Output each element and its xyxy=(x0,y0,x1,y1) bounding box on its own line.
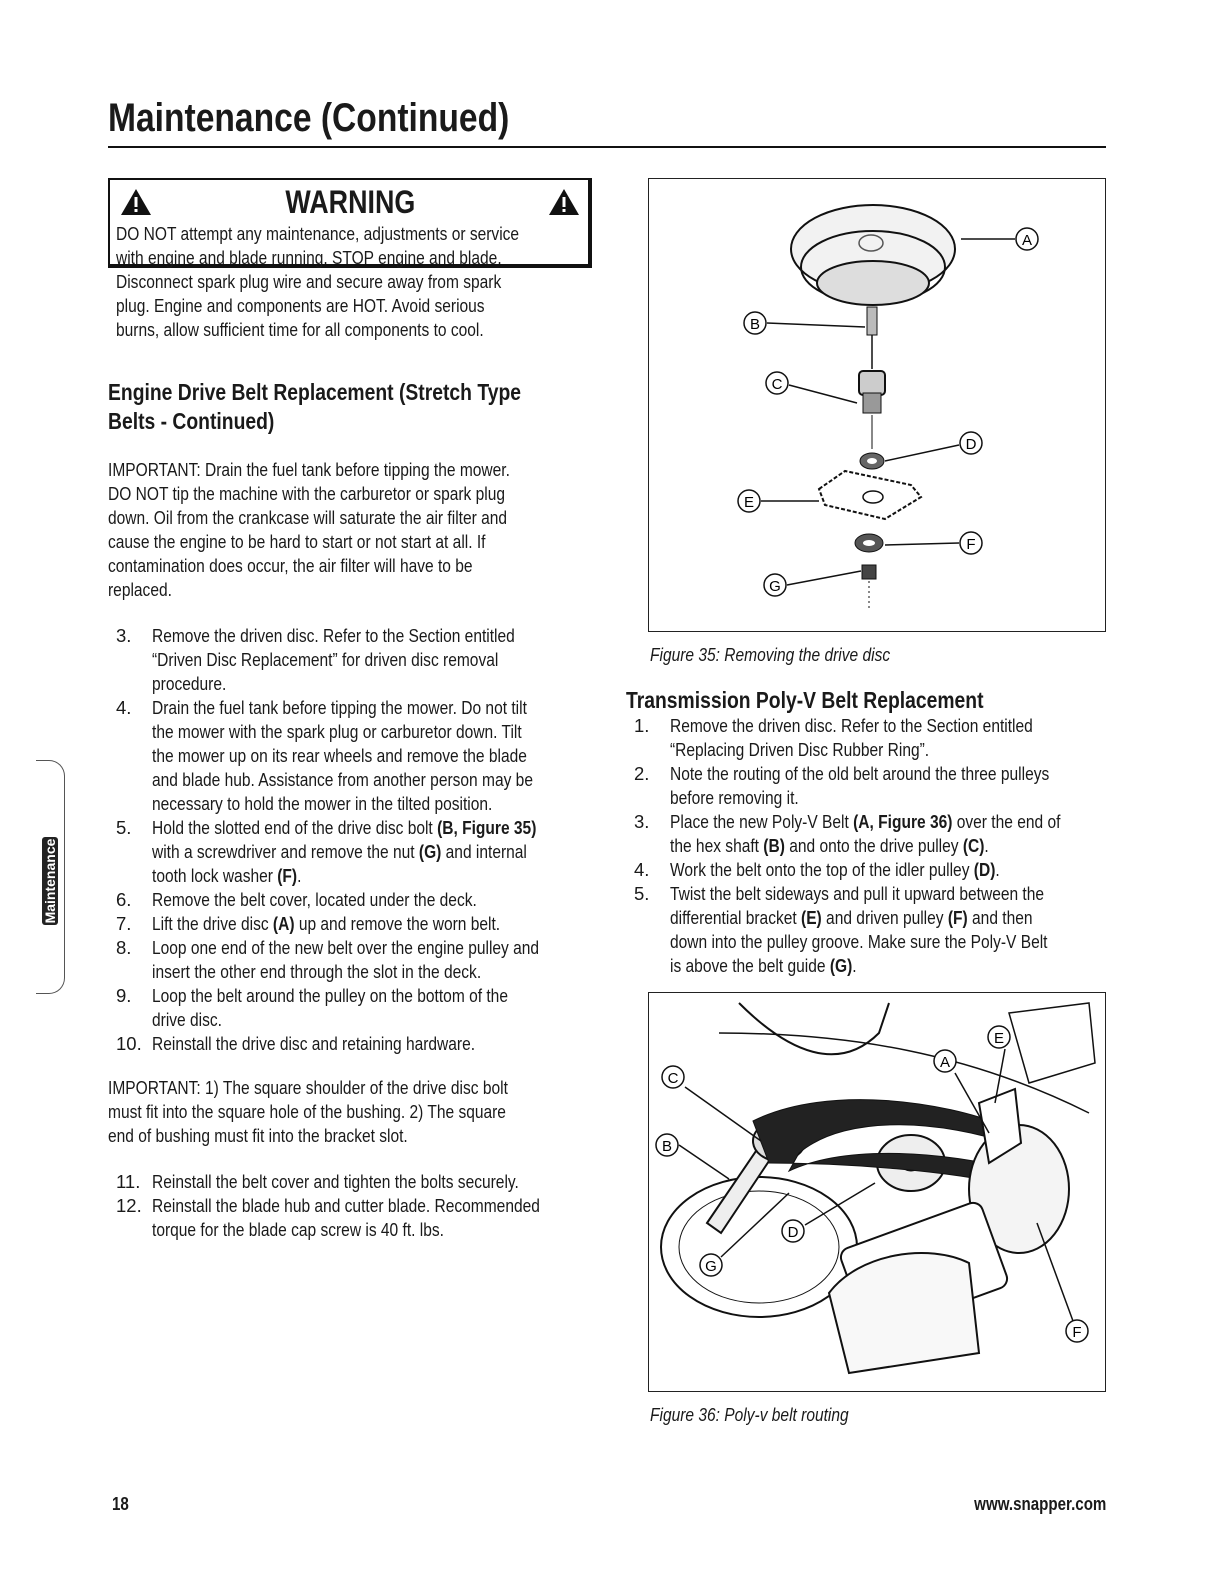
svg-text:A: A xyxy=(1021,232,1033,249)
step-line: “Replacing Driven Disc Rubber Ring”. xyxy=(670,739,930,760)
page-title-text: Maintenance (Continued) xyxy=(108,96,510,140)
step-line: and blade hub. Assistance from another person may be xyxy=(152,769,533,790)
step-number: 6. xyxy=(116,889,132,910)
heading-line: Belts - Continued) xyxy=(108,408,275,434)
step-number: 5. xyxy=(634,883,650,904)
steps-list-b xyxy=(116,1170,614,1242)
note-line: IMPORTANT: Drain the fuel tank before tipping the mower. xyxy=(108,459,510,480)
step-item xyxy=(634,810,1135,858)
figure-36-label-d xyxy=(782,1220,804,1242)
figure-35-label-d xyxy=(960,432,982,454)
step-number: 12. xyxy=(116,1195,142,1216)
figure-36-label-c xyxy=(662,1066,684,1088)
svg-text:D: D xyxy=(787,1224,799,1241)
step-line: Remove the belt cover, located under the deck. xyxy=(152,889,477,910)
title-divider xyxy=(108,146,1106,148)
step-line: the mower with the spark plug or carburetor down. Tilt xyxy=(152,721,522,742)
figure-35-label-e xyxy=(738,490,760,512)
step-item xyxy=(634,882,1135,978)
step-line: with a screwdriver and remove the nut (G) and internal xyxy=(152,841,527,862)
step-item xyxy=(116,1032,613,1056)
svg-text:G: G xyxy=(705,1258,717,1275)
note-line: DO NOT tip the machine with the carburetor or spark plug xyxy=(108,483,506,504)
step-line: drive disc. xyxy=(152,1009,222,1030)
step-item xyxy=(634,714,1135,762)
step-item xyxy=(116,888,613,912)
svg-text:C: C xyxy=(771,376,783,393)
figure-36-label-a xyxy=(934,1050,956,1072)
step-line: Remove the driven disc. Refer to the Section entitled xyxy=(152,625,515,646)
heading-text: Transmission Poly-V Belt Replacement xyxy=(626,687,984,713)
step-item xyxy=(634,858,1135,882)
figure-35-label-a xyxy=(1016,228,1038,250)
section-heading-poly-v xyxy=(626,686,1052,715)
figure-36-frame xyxy=(648,992,1106,1392)
step-line: Place the new Poly-V Belt (A, Figure 36) over the end of xyxy=(670,811,1061,832)
note-line: end of bushing must fit into the bracket slot. xyxy=(108,1125,408,1146)
important-note-1 xyxy=(108,458,586,602)
note-line: contamination does occur, the air filter will have to be xyxy=(108,555,473,576)
step-line: Loop the belt around the pulley on the bottom of the xyxy=(152,985,508,1006)
step-number: 1. xyxy=(634,715,650,736)
step-line: Hold the slotted end of the drive disc bolt (B, Figure 35) xyxy=(152,817,537,838)
step-line: necessary to hold the mower in the tilted position. xyxy=(152,793,493,814)
step-line: Twist the belt sideways and pull it upward between the xyxy=(670,883,1045,904)
step-number: 11. xyxy=(116,1171,141,1192)
svg-text:E: E xyxy=(743,494,755,511)
step-number: 4. xyxy=(116,697,132,718)
warning-line: plug. Engine and components are HOT. Avoid serious xyxy=(116,295,485,316)
step-item xyxy=(116,1194,614,1242)
warning-line: with engine and blade running. STOP engine and blade. xyxy=(116,247,502,268)
step-line: procedure. xyxy=(152,673,227,694)
footer-url-text: www.snapper.com xyxy=(973,1494,1106,1514)
warning-line: Disconnect spark plug wire and secure away from spark xyxy=(116,271,502,292)
svg-text:F: F xyxy=(1072,1324,1082,1341)
step-line: Work the belt onto the top of the idler pulley (D). xyxy=(670,859,1000,880)
step-item xyxy=(116,624,613,696)
step-number: 7. xyxy=(116,913,132,934)
warning-title xyxy=(110,184,590,221)
step-line: “Driven Disc Replacement” for driven disc removal xyxy=(152,649,499,670)
step-number: 4. xyxy=(634,859,650,880)
heading-line: Engine Drive Belt Replacement (Stretch Type xyxy=(108,379,521,405)
step-line: is above the belt guide (G). xyxy=(670,955,857,976)
step-line: the mower up on its rear wheels and remove the blade xyxy=(152,745,527,766)
figure-35-drive-disc-diagram xyxy=(649,179,1105,631)
footer-url xyxy=(949,1494,1106,1515)
section-side-tab xyxy=(36,760,65,994)
page-number xyxy=(112,1494,132,1515)
step-line: tooth lock washer (F). xyxy=(152,865,302,886)
figure-35-label-b xyxy=(744,312,766,334)
warning-body xyxy=(116,222,586,342)
step-item xyxy=(116,696,613,816)
figure-35-label-g xyxy=(764,574,786,596)
step-item xyxy=(116,984,613,1032)
step-line: Drain the fuel tank before tipping the mower. Do not tilt xyxy=(152,697,527,718)
figure-35-label-f xyxy=(960,532,982,554)
figure-36-label-e xyxy=(988,1026,1010,1048)
figure-35-frame xyxy=(648,178,1106,632)
step-line: Reinstall the blade hub and cutter blade. Recommended xyxy=(152,1195,540,1216)
warning-line: burns, allow sufficient time for all components to cool. xyxy=(116,319,484,340)
figure-36-belt-routing-diagram xyxy=(649,993,1105,1391)
note-line: replaced. xyxy=(108,579,172,600)
svg-text:F: F xyxy=(966,536,976,553)
step-line: Loop one end of the new belt over the engine pulley and xyxy=(152,937,540,958)
step-line: down into the pulley groove. Make sure the Poly-V Belt xyxy=(670,931,1048,952)
svg-text:A: A xyxy=(939,1054,951,1071)
important-note-2 xyxy=(108,1076,584,1148)
page-title xyxy=(108,96,586,141)
step-line: differential bracket (E) and driven pulley (F) and then xyxy=(670,907,1033,928)
step-line: the hex shaft (B) and onto the drive pulley (C). xyxy=(670,835,989,856)
step-line: insert the other end through the slot in the deck. xyxy=(152,961,482,982)
figure-36-label-b xyxy=(656,1134,678,1156)
figure-35-caption xyxy=(650,644,936,666)
step-item xyxy=(116,816,613,888)
svg-text:D: D xyxy=(965,436,977,453)
step-number: 5. xyxy=(116,817,132,838)
step-number: 8. xyxy=(116,937,132,958)
section-heading-engine-belt xyxy=(108,378,600,436)
step-number: 3. xyxy=(116,625,132,646)
svg-text:B: B xyxy=(661,1138,673,1155)
step-item xyxy=(116,1170,614,1194)
note-line: down. Oil from the crankcase will saturate the air filter and xyxy=(108,507,508,528)
step-item xyxy=(116,936,613,984)
step-number: 3. xyxy=(634,811,650,832)
figure-36-label-g xyxy=(700,1254,722,1276)
step-item xyxy=(634,762,1135,810)
steps-list-a xyxy=(116,624,613,1056)
caption-text: Figure 35: Removing the drive disc xyxy=(650,644,891,665)
step-line: torque for the blade cap screw is 40 ft. lbs. xyxy=(152,1219,444,1240)
step-line: Reinstall the belt cover and tighten the bolts securely. xyxy=(152,1171,519,1192)
note-line: IMPORTANT: 1) The square shoulder of the drive disc bolt xyxy=(108,1077,508,1098)
caption-text: Figure 36: Poly-v belt routing xyxy=(650,1404,849,1425)
steps-list-poly-v xyxy=(634,714,1135,978)
note-line: must fit into the square hole of the bushing. 2) The square xyxy=(108,1101,506,1122)
step-item xyxy=(116,912,613,936)
figure-36-label-f xyxy=(1066,1320,1088,1342)
step-number: 2. xyxy=(634,763,650,784)
figure-35-label-c xyxy=(766,372,788,394)
step-line: Lift the drive disc (A) up and remove the worn belt. xyxy=(152,913,501,934)
warning-line: DO NOT attempt any maintenance, adjustments or service xyxy=(116,223,520,244)
step-line: Reinstall the drive disc and retaining hardware. xyxy=(152,1033,476,1054)
step-line: Note the routing of the old belt around the three pulleys xyxy=(670,763,1050,784)
step-number: 10. xyxy=(116,1033,142,1054)
svg-text:B: B xyxy=(749,316,761,333)
page-number-text: 18 xyxy=(112,1494,129,1514)
step-number: 9. xyxy=(116,985,132,1006)
note-line: cause the engine to be hard to start or not start at all. If xyxy=(108,531,486,552)
svg-text:C: C xyxy=(667,1070,679,1087)
side-tab-label: Maintenance xyxy=(42,838,58,924)
svg-text:G: G xyxy=(769,578,781,595)
figure-36-caption xyxy=(650,1404,887,1426)
step-line: before removing it. xyxy=(670,787,799,808)
step-line: Remove the driven disc. Refer to the Section entitled xyxy=(670,715,1033,736)
warning-title-text: WARNING xyxy=(285,184,415,220)
svg-text:E: E xyxy=(993,1030,1005,1047)
